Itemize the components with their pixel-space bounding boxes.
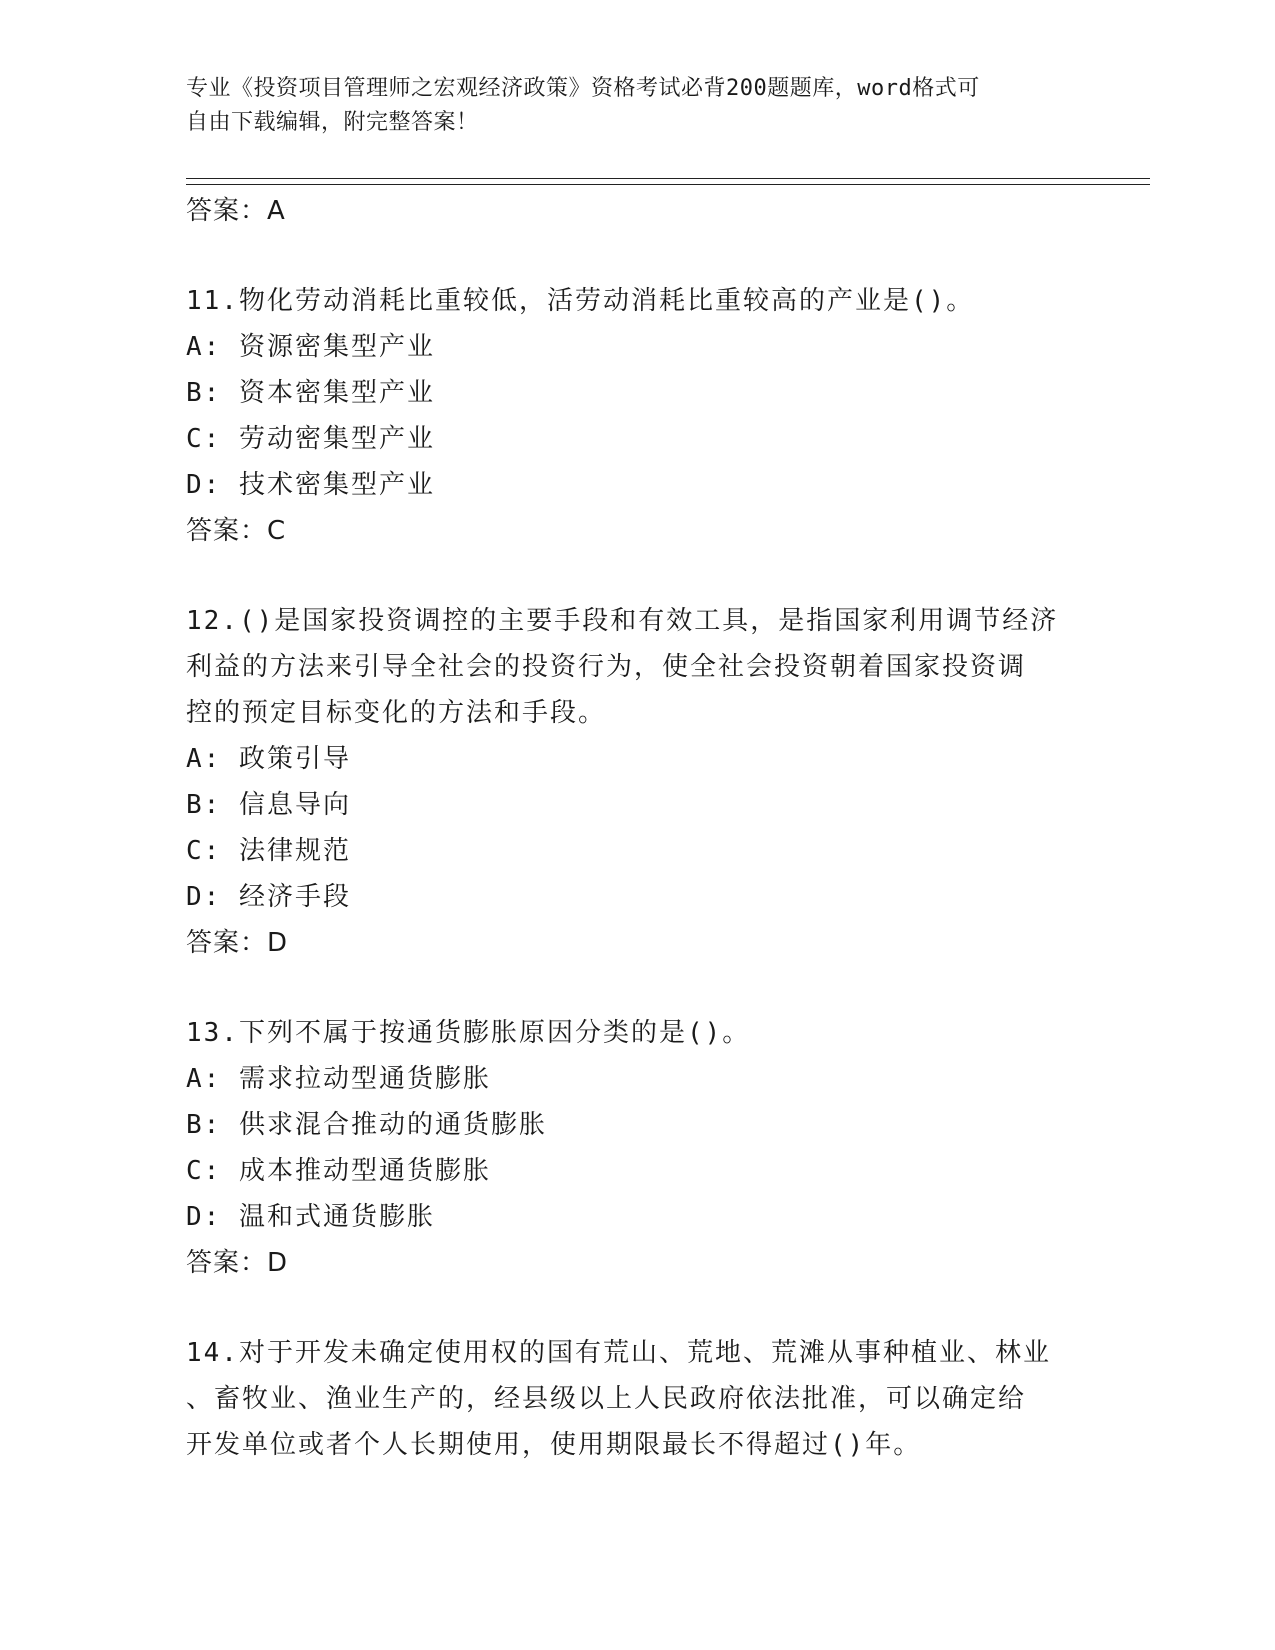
spacer [186, 966, 1086, 1010]
question-12-text-line-3: 控的预定目标变化的方法和手段。 [186, 698, 607, 728]
previous-answer: 答案：A [186, 196, 286, 226]
question-12-answer: 答案：D [186, 928, 289, 958]
question-14-text-line-2: 、畜牧业、渔业生产的，经县级以上人民政府依法批准，可以确定给 [186, 1384, 1027, 1414]
question-13-answer: 答案：D [186, 1248, 289, 1278]
spacer [186, 234, 1086, 278]
question-14 [186, 1330, 1086, 1468]
question-12-option-a: A: 政策引导 [186, 744, 351, 774]
question-13-text: 13.下列不属于按通货膨胀原因分类的是()。 [186, 1018, 751, 1048]
question-11-option-a: A: 资源密集型产业 [186, 332, 435, 362]
spacer [186, 1286, 1086, 1330]
page-header [186, 72, 1086, 140]
question-12-text-line-2: 利益的方法来引导全社会的投资行为，使全社会投资朝着国家投资调 [186, 652, 1027, 682]
question-14-text-line-1: 14.对于开发未确定使用权的国有荒山、荒地、荒滩从事种植业、林业 [186, 1338, 1051, 1368]
spacer [186, 554, 1086, 598]
question-13-option-c: C: 成本推动型通货膨胀 [186, 1156, 491, 1186]
question-11-option-c: C: 劳动密集型产业 [186, 424, 435, 454]
question-12-option-c: C: 法律规范 [186, 836, 351, 866]
question-13 [186, 1010, 1086, 1286]
question-11-answer: 答案：C [186, 516, 287, 546]
question-12-option-d: D: 经济手段 [186, 882, 351, 912]
question-13-option-a: A: 需求拉动型通货膨胀 [186, 1064, 491, 1094]
question-11-option-d: D: 技术密集型产业 [186, 470, 435, 500]
header-line-1: 专业《投资项目管理师之宏观经济政策》资格考试必背200题题库，word格式可 [186, 76, 980, 101]
header-line-2: 自由下载编辑，附完整答案！ [186, 110, 479, 135]
question-13-option-b: B: 供求混合推动的通货膨胀 [186, 1110, 547, 1140]
question-11-text: 11.物化劳动消耗比重较低，活劳动消耗比重较高的产业是()。 [186, 286, 975, 316]
question-11 [186, 278, 1086, 554]
question-12 [186, 598, 1086, 966]
question-content [186, 188, 1086, 1468]
question-12-text-line-1: 12.()是国家投资调控的主要手段和有效工具，是指国家利用调节经济 [186, 606, 1059, 636]
header-divider [186, 178, 1150, 185]
question-12-option-b: B: 信息导向 [186, 790, 351, 820]
question-13-option-d: D: 温和式通货膨胀 [186, 1202, 435, 1232]
question-14-text-line-3: 开发单位或者个人长期使用，使用期限最长不得超过()年。 [186, 1430, 922, 1460]
question-11-option-b: B: 资本密集型产业 [186, 378, 435, 408]
